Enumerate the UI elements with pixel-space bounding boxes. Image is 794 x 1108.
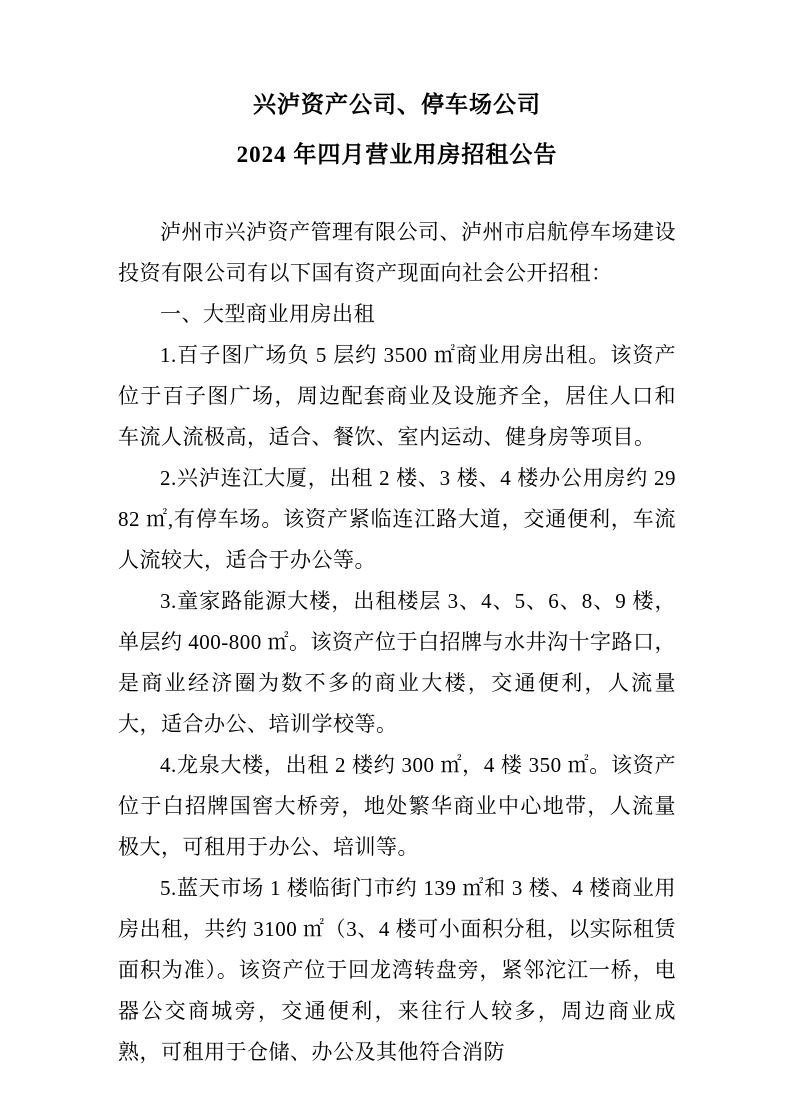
- listing-item-4-longquan-building: 4.龙泉大楼，出租 2 楼约 300 ㎡，4 楼 350 ㎡。该资产位于白招牌国窖大桥旁，地处繁华商业中心地带，人流量极大，可租用于办公、培训等。: [118, 753, 676, 859]
- listing-item-5-lantian-market: 5.蓝天市场 1 楼临街门市约 139 ㎡和 3 楼、4 楼商业用房出租，共约 3100 ㎡（3、4 楼可小面积分租，以实际租赁面积为准）。该资产位于回龙湾转盘旁，紧邻沱江一桥，电器公交商城旁，交通便利，来往行人较多，周边商业成熟，可租用于仓储、办公及其他符合消防: [118, 876, 676, 1064]
- listing-item-2-xinglu-lianjiang-building: 2.兴泸连江大厦，出租 2 楼、3 楼、4 楼办公用房约 2982 ㎡,有停车场。该资产紧临连江路大道，交通便利，车流人流较大，适合于办公等。: [118, 466, 676, 572]
- document-body: [118, 212, 676, 1073]
- paragraph-intro: 泸州市兴泸资产管理有限公司、泸州市启航停车场建设投资有限公司有以下国有资产现面向社会公开招租：: [118, 220, 676, 285]
- listing-item-3-tongjialu-energy-building: 3.童家路能源大楼，出租楼层 3、4、5、6、8、9 楼，单层约 400-800 ㎡。该资产位于白招牌与水井沟十字路口，是商业经济圈为数不多的商业大楼，交通便利，人流量大，适合办公、培训学校等。: [118, 589, 676, 736]
- title-line-1: 兴泸资产公司、停车场公司: [253, 92, 541, 117]
- title-line-2: 2024 年四月营业用房招租公告: [236, 142, 558, 167]
- listing-item-1-baizitu-plaza: 1.百子图广场负 5 层约 3500 ㎡商业用房出租。该资产位于百子图广场，周边配套商业及设施齐全，居住人口和车流人流极高，适合、餐饮、室内运动、健身房等项目。: [118, 343, 676, 449]
- section-heading-large-commercial-rental: 一、大型商业用房出租: [160, 302, 375, 326]
- document-title: [118, 80, 676, 180]
